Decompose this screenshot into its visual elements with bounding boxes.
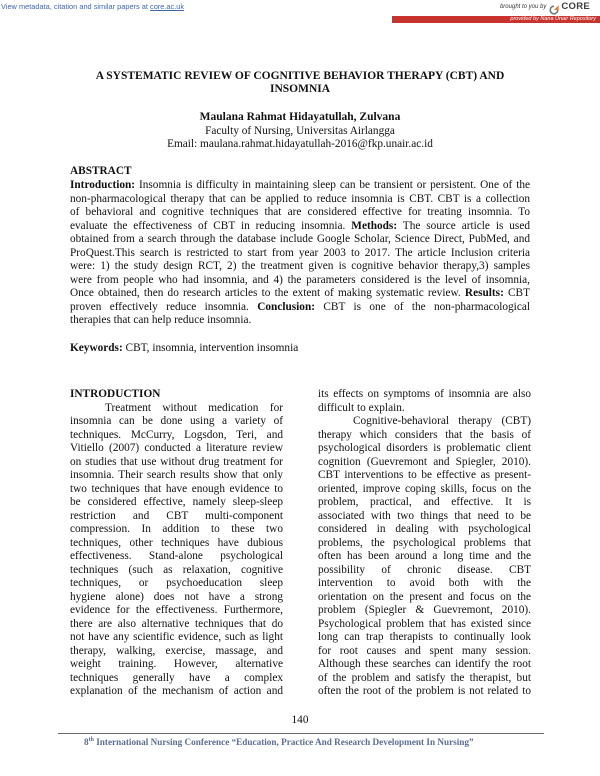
metadata-text: View metadata, citation and similar papers at [1,2,150,11]
edition-number: 8 [84,737,89,747]
body-text-line: intervention to avoid both with the [318,577,531,589]
abstract-line: ProQuest.This search is restricted to start from year 2003 to 2017. The article Inclusion criteria [70,246,530,259]
body-text-line: techniques generally have a complex [70,671,283,684]
body-text-line: Vitiello (2007) conducted a literature review [70,442,283,454]
abstract-line: obtained from a search through the database include Google Scholar, Science Direct, PubMed, and [70,233,530,245]
abstract-paragraph [70,179,530,328]
title-line: INSOMNIA [269,83,331,95]
bold-label: Results: [464,287,504,299]
abstract-line: of behavioral and cognitive techniques that are considered effective for treating insomnia. To [70,206,530,218]
abstract-line [70,220,530,234]
text-segment: CBT [503,287,530,299]
introduction-paragraph [318,388,531,415]
cbt-paragraph [318,415,531,699]
text-segment: The source article is used [397,219,530,232]
abstract-line [70,179,530,193]
introduction-paragraph [70,402,283,699]
body-text-line: be considered effective, namely sleep-sleep [70,496,283,508]
body-text-line: long can trap therapists to continually look [318,631,531,643]
text-segment: Once obtained, then do research articles to the extent of making systematic review. [70,287,465,299]
body-text-line: compression. In addition to these two [70,523,283,535]
body-text-line: restriction and CBT multi-component [70,509,283,522]
title-line: A SYSTEMATIC REVIEW OF COGNITIVE BEHAVIOR THERAPY (CBT) AND [95,69,505,82]
body-text-line: CBT interventions to be effective as present- [318,469,531,481]
right-column [318,388,531,699]
body-text-line: Treatment without medication for [105,401,283,414]
body-text-line: associated with two things that need to be [318,509,531,522]
body-text-line: techniques. McCurry, Logsdon, Teri, and [70,428,283,441]
introduction-heading: INTRODUCTION [70,388,161,400]
abstract-line [70,301,530,315]
author-email: Email: maulana.rahmat.hidayatullah-2016@fkp.unair.ac.id [167,138,433,150]
body-text-line: insomnia. Their search results show that only [70,469,283,481]
abstract-line: non-pharmacological therapy that can be applied to reduce insomnia is CBT. CBT is a collection [70,192,530,205]
body-text-line: techniques, other techniques have dubious [70,536,283,549]
bold-label: Introduction: [70,179,136,191]
conference-theme: “Education, Practice And Research Development In Nursing” [231,737,474,747]
author-block [0,111,600,152]
body-text-line: problem (Spiegler & Guevremont, 2010). [318,604,531,616]
body-text-line: techniques, or psychoeducation sleep [70,577,283,589]
body-text-line: weight training. However, alternative [70,658,283,670]
keywords-label: Keywords: [70,342,123,354]
body-text-line: difficult to explain. [318,401,405,414]
body-text-line: Although these searches can identify the root [318,658,531,670]
body-text-line: psychological disorders is problematic client [318,442,531,454]
brought-to-you-by-text: brought to you by [499,3,547,10]
body-text-line: its effects on symptoms of insomnia are also [318,388,531,400]
core-ac-uk-link[interactable]: core.ac.uk [150,2,185,11]
body-text-line: oriented, improve coping skills, focus on the [318,482,531,495]
body-text-line: orientation on the present and focus on the [318,590,531,603]
text-segment: evaluate the effectiveness of CBT in reducing insomnia. [70,219,352,232]
abstract-line: were: 1) the study design RCT, 2) the treatment given is cognitive behavior therapy,3) samples [70,260,530,272]
footer-divider [58,733,544,734]
provided-by-bar[interactable] [392,16,600,23]
core-logo-icon [549,2,559,12]
core-logo-text: CORE [561,1,590,12]
text-segment: proven effectively reduce insomnia. [70,300,258,313]
body-text-line: explanation of the mechanism of action and [70,685,283,697]
left-column [70,388,283,699]
edition-suffix: th [88,736,94,743]
text-segment: CBT is one of the non-pharmacological [315,300,530,313]
provided-by-text: provided by Nana Unair Repository [510,16,596,22]
text-segment: Insomnia is difficulty in maintaining sleep can be transient or persistent. One of the [135,179,530,191]
body-text-line: therapy, walking, exercise, massage, and [70,644,283,657]
authors: Maulana Rahmat Hidayatullah, Zulvana [199,111,401,123]
body-text-line: cognition (Guevremont and Spiegler, 2010). [318,455,531,468]
keywords-value: CBT, insomnia, intervention insomnia [122,342,299,354]
abstract-heading: ABSTRACT [70,165,132,177]
body-text-line: therapy which considers that the basis of [318,428,531,441]
body-text-line: often has been around a long time and the [318,550,531,562]
abstract-line: therapies that can help reduce insomnia. [70,314,252,326]
keywords [70,342,298,356]
body-text-line: Psychological problem that has existed since [318,617,531,630]
conference-name: International Nursing Conference [93,737,232,747]
bold-label: Methods: [351,219,398,232]
body-text-line: problems, the psychological problems that [318,536,531,549]
bold-label: Conclusion: [257,300,316,313]
body-text-line: techniques (such as relaxation, cognitive [70,563,283,576]
abstract-line [70,287,530,301]
body-text-line: hygiene alone) does not have a strong [70,590,283,603]
body-text-line: evidence for the effectiveness. Furthermore, [70,604,283,616]
body-text-line: often the root of the problem is not related to [318,685,531,697]
body-text-line: Cognitive-behavioral therapy (CBT) [353,415,531,427]
body-text-line: effectiveness. Stand-alone psychological [70,550,283,562]
body-text-line: problem, practical, and effective. It is [318,496,531,508]
body-text-line: not have any scientific evidence, such as light [70,631,283,643]
body-text-line: for root causes and spent many session. [318,644,531,657]
abstract-line: were from people who had insomnia, and 4) the parameters considered is the level of insomnia, [70,273,530,286]
body-text-line: two techniques that have enough evidence to [70,482,283,495]
page-number: 140 [291,713,309,726]
body-text-line: insomnia can be done using a variety of [70,415,283,427]
body-text-line: of the problem and satisfy the therapist, but [318,671,531,684]
body-text-line: there are also alternative techniques that do [70,617,283,630]
core-brand-link[interactable] [500,2,590,12]
paper-title [0,70,600,97]
body-text-line: considered in dealing with psychological [318,523,531,535]
body-text-line: possibility of chronic disease. CBT [318,563,531,576]
affiliation: Faculty of Nursing, Universitas Airlangga [205,124,395,137]
conference-footer [84,737,474,748]
core-metadata-banner [1,2,184,11]
body-text-line: on studies that use without drug treatment for [70,455,283,468]
